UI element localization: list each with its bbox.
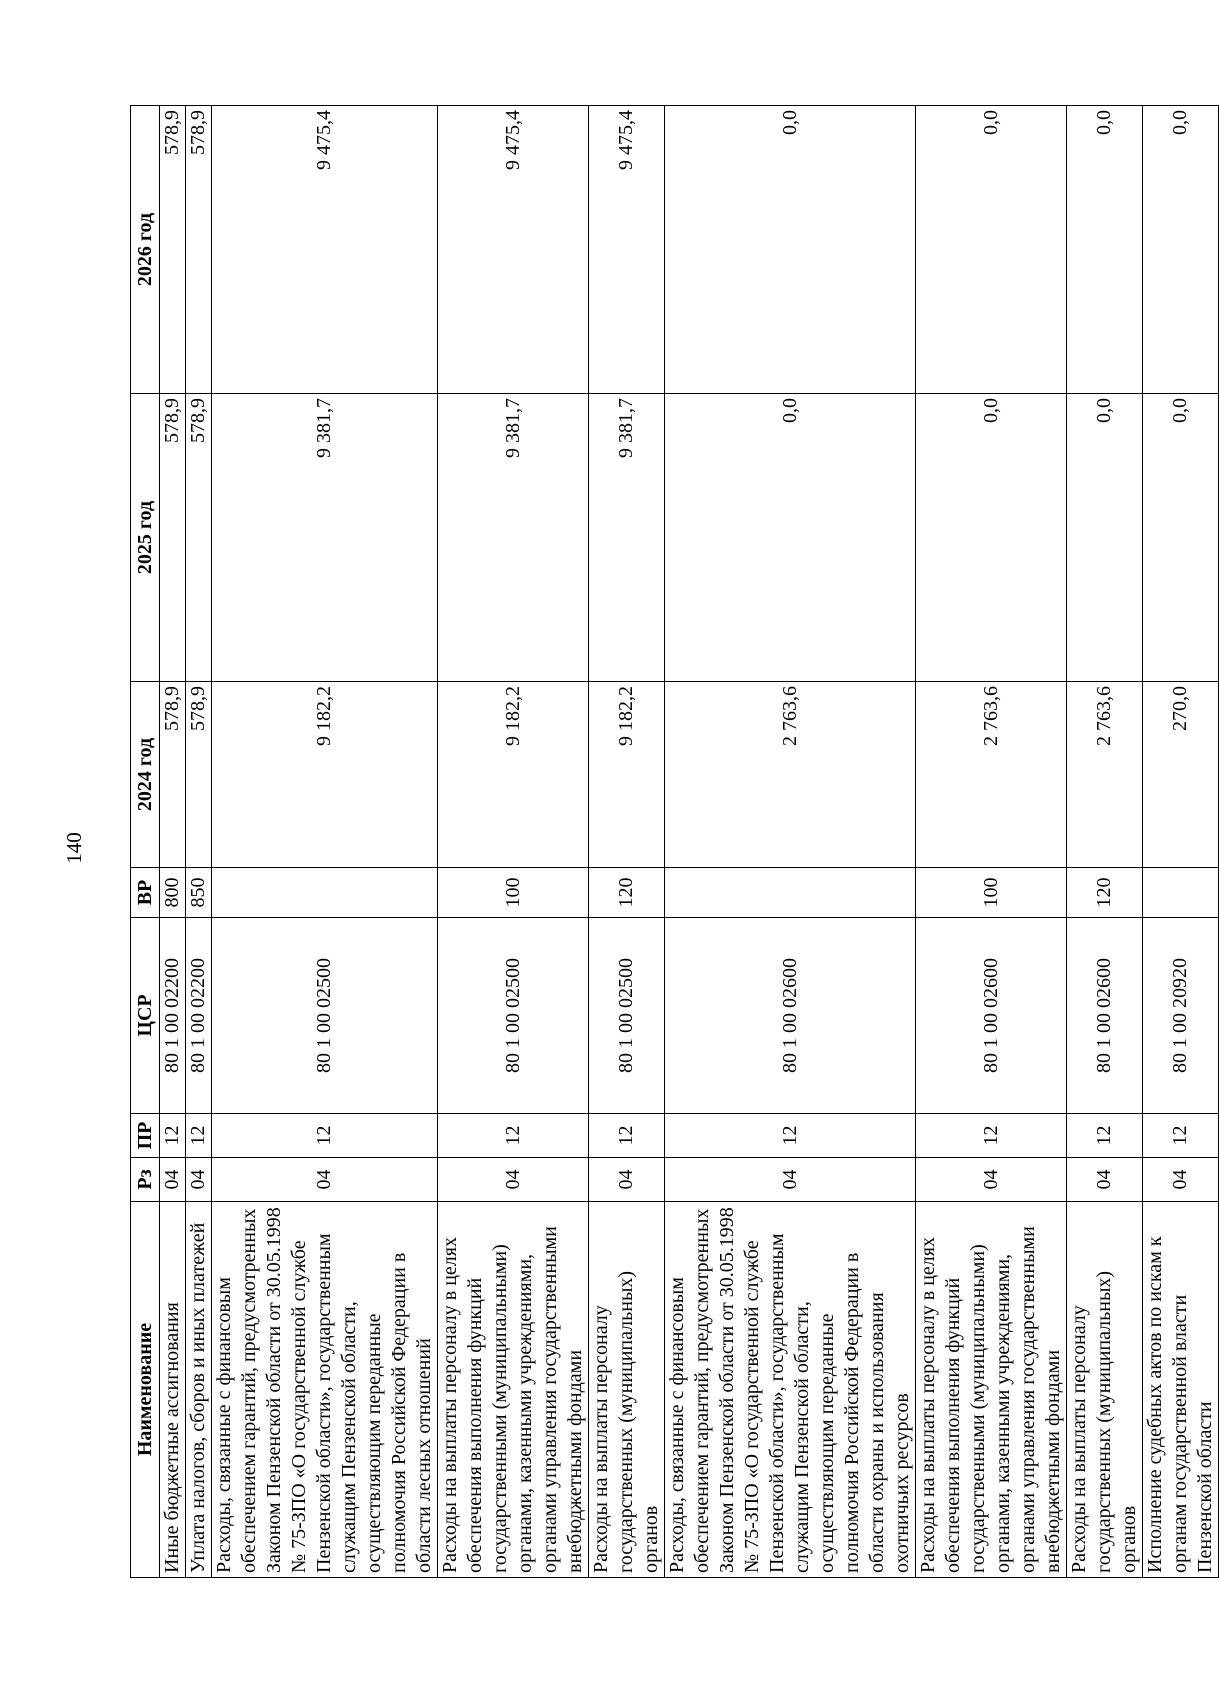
- cell-rz: 04: [160, 1158, 186, 1202]
- cell-pr: 12: [1067, 1114, 1143, 1158]
- cell-2025: 0,0: [916, 394, 1067, 682]
- cell-vr: 120: [589, 868, 665, 918]
- cell-pr: 12: [160, 1114, 186, 1158]
- cell-vr: 100: [916, 868, 1067, 918]
- cell-rz: 04: [186, 1158, 212, 1202]
- cell-vr: 100: [438, 868, 589, 918]
- cell-name: Расходы на выплаты персоналу в целях обеспечения выполнения функций государственными (муниципальными) органами, казенными учреждениями, органами управления государственными внебюджетными фондами: [916, 1202, 1067, 1578]
- cell-name: Расходы, связанные с финансовым обеспечением гарантий, предусмотренных Законом Пензенской области от 30.05.1998 № 75-ЗПО «О государственной службе Пензенской области», государственным служащим Пензенской области, осуществляющим переданные полномочия Российской Федерации в области охраны и использования охотничьих ресурсов: [665, 1202, 916, 1578]
- header-2025: 2025 год: [131, 394, 160, 682]
- cell-pr: 12: [1143, 1114, 1219, 1158]
- cell-vr: [1143, 868, 1219, 918]
- cell-2024: 9 182,2: [589, 682, 665, 868]
- cell-2025: 9 381,7: [212, 394, 438, 682]
- cell-rz: 04: [212, 1158, 438, 1202]
- table-row: [665, 106, 916, 1578]
- cell-csr: 80 1 00 02600: [916, 918, 1067, 1114]
- table-row: [160, 106, 186, 1578]
- table-row: [589, 106, 665, 1578]
- cell-name: Расходы, связанные с финансовым обеспечением гарантий, предусмотренных Законом Пензенской области от 30.05.1998 № 75-ЗПО «О государственной службе Пензенской области», государственным служащим Пензенской области, осуществляющим переданные полномочия Российской Федерации в области лесных отношений: [212, 1202, 438, 1578]
- cell-2026: 0,0: [916, 106, 1067, 394]
- cell-csr: 80 1 00 02500: [212, 918, 438, 1114]
- cell-name: Расходы на выплаты персоналу государственных (муниципальных) органов: [1067, 1202, 1143, 1578]
- cell-rz: 04: [589, 1158, 665, 1202]
- cell-2024: 9 182,2: [212, 682, 438, 868]
- cell-vr: [665, 868, 916, 918]
- cell-2024: 270,0: [1143, 682, 1219, 868]
- cell-name: Расходы на выплаты персоналу в целях обеспечения выполнения функций государственными (муниципальными) органами, казенными учреждениями, органами управления государственными внебюджетными фондами: [438, 1202, 589, 1578]
- cell-rz: 04: [916, 1158, 1067, 1202]
- cell-2026: 578,9: [160, 106, 186, 394]
- cell-pr: 12: [186, 1114, 212, 1158]
- cell-pr: 12: [212, 1114, 438, 1158]
- cell-2026: 9 475,4: [589, 106, 665, 394]
- cell-2025: 9 381,7: [438, 394, 589, 682]
- header-2026: 2026 год: [131, 106, 160, 394]
- cell-2025: 578,9: [160, 394, 186, 682]
- cell-name: Расходы на выплаты персоналу государственных (муниципальных) органов: [589, 1202, 665, 1578]
- cell-2025: 578,9: [186, 394, 212, 682]
- page-number: 140: [62, 832, 86, 864]
- cell-rz: 04: [1067, 1158, 1143, 1202]
- cell-2026: 0,0: [1143, 106, 1219, 394]
- cell-2024: 2 763,6: [665, 682, 916, 868]
- cell-2025: 0,0: [665, 394, 916, 682]
- cell-name: Уплата налогов, сборов и иных платежей: [186, 1202, 212, 1578]
- cell-pr: 12: [438, 1114, 589, 1158]
- cell-rz: 04: [665, 1158, 916, 1202]
- cell-csr: 80 1 00 02600: [1067, 918, 1143, 1114]
- cell-2026: 0,0: [1067, 106, 1143, 394]
- cell-2025: 9 381,7: [589, 394, 665, 682]
- cell-2024: 2 763,6: [1067, 682, 1143, 868]
- cell-csr: 80 1 00 02200: [160, 918, 186, 1114]
- cell-2024: 578,9: [160, 682, 186, 868]
- cell-2026: 9 475,4: [438, 106, 589, 394]
- table-row: [1143, 106, 1219, 1578]
- cell-vr: 800: [160, 868, 186, 918]
- cell-2024: 2 763,6: [916, 682, 1067, 868]
- cell-2024: 578,9: [186, 682, 212, 868]
- cell-csr: 80 1 00 02500: [589, 918, 665, 1114]
- cell-vr: 120: [1067, 868, 1143, 918]
- header-rz: Рз: [131, 1158, 160, 1202]
- header-2024: 2024 год: [131, 682, 160, 868]
- cell-name: Исполнение судебных актов по искам к органам государственной власти Пензенской области: [1143, 1202, 1219, 1578]
- cell-2026: 9 475,4: [212, 106, 438, 394]
- cell-vr: [212, 868, 438, 918]
- header-pr: ПР: [131, 1114, 160, 1158]
- cell-2024: 9 182,2: [438, 682, 589, 868]
- cell-csr: 80 1 00 20920: [1143, 918, 1219, 1114]
- header-csr: ЦСР: [131, 918, 160, 1114]
- cell-2025: 0,0: [1067, 394, 1143, 682]
- cell-rz: 04: [438, 1158, 589, 1202]
- cell-csr: 80 1 00 02600: [665, 918, 916, 1114]
- cell-pr: 12: [665, 1114, 916, 1158]
- cell-vr: 850: [186, 868, 212, 918]
- cell-2025: 0,0: [1143, 394, 1219, 682]
- cell-2026: 578,9: [186, 106, 212, 394]
- rotated-table-container: [130, 106, 1216, 1578]
- cell-name: Иные бюджетные ассигнования: [160, 1202, 186, 1578]
- cell-pr: 12: [589, 1114, 665, 1158]
- table-row: [1067, 106, 1143, 1578]
- header-name: Наименование: [131, 1202, 160, 1578]
- table-row: [438, 106, 589, 1578]
- table-row: [186, 106, 212, 1578]
- table-body: [160, 106, 1219, 1578]
- table-row: [916, 106, 1067, 1578]
- cell-csr: 80 1 00 02200: [186, 918, 212, 1114]
- cell-2026: 0,0: [665, 106, 916, 394]
- cell-rz: 04: [1143, 1158, 1219, 1202]
- cell-csr: 80 1 00 02500: [438, 918, 589, 1114]
- budget-table: [130, 105, 1219, 1578]
- header-vr: ВР: [131, 868, 160, 918]
- cell-pr: 12: [916, 1114, 1067, 1158]
- table-row: [212, 106, 438, 1578]
- table-header-row: [131, 106, 160, 1578]
